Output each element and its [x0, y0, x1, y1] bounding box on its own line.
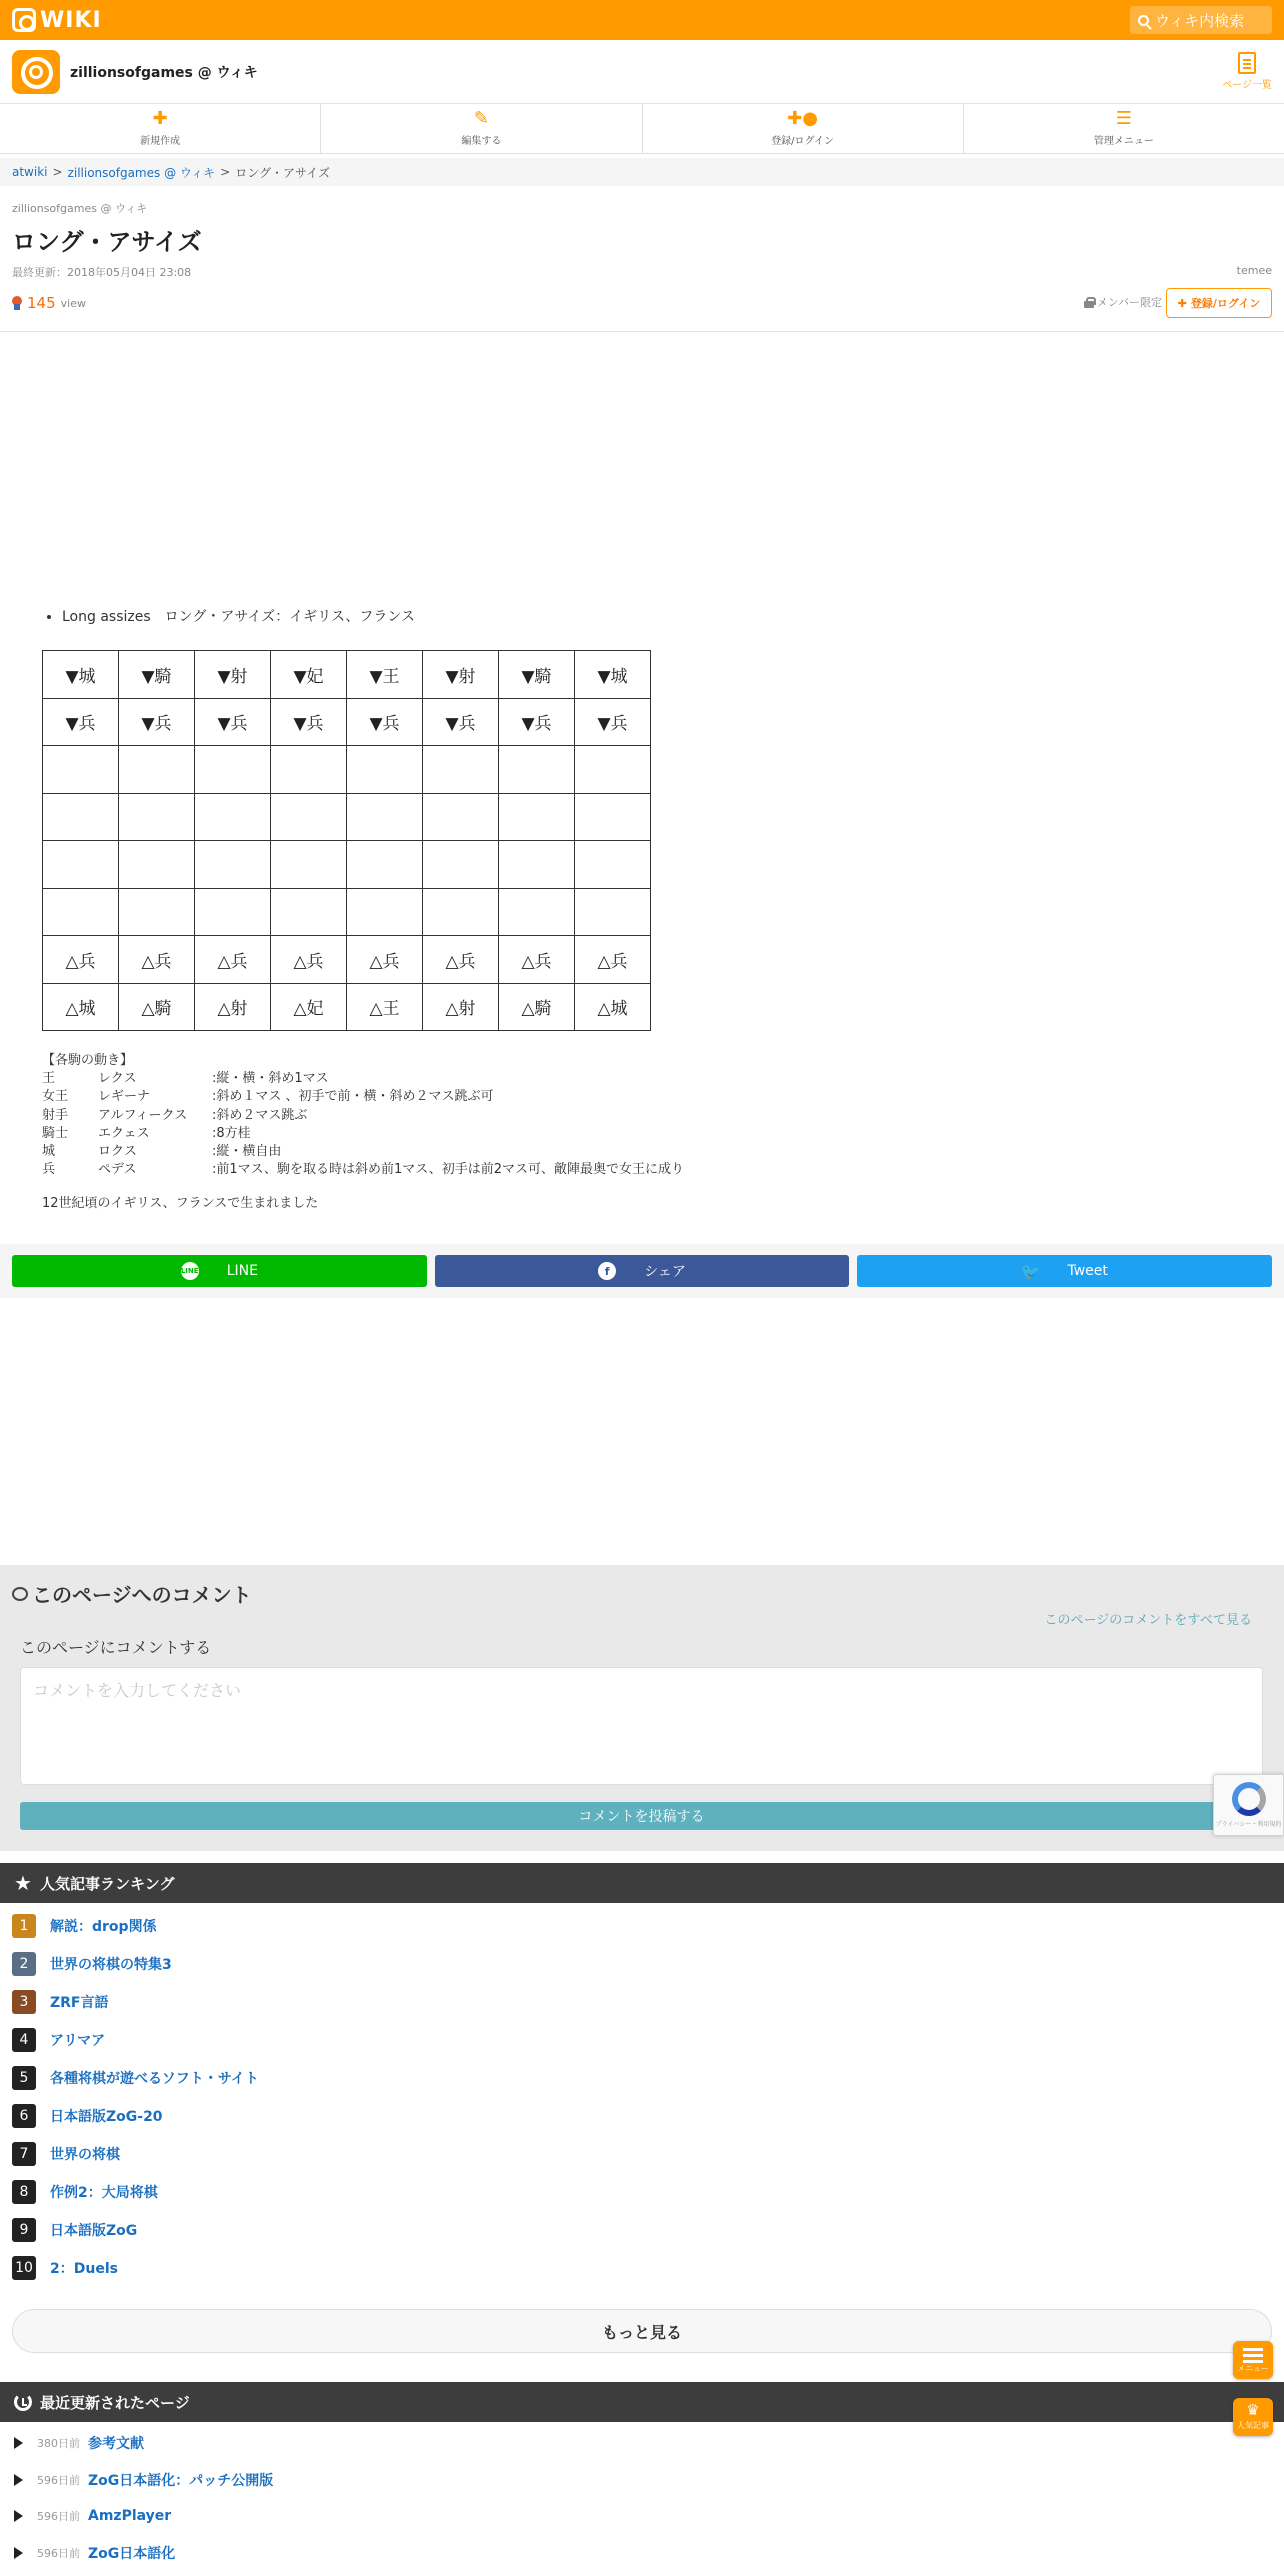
board-cell: ▼城: [43, 651, 119, 699]
board-cell: [575, 746, 651, 794]
ranking-link[interactable]: 2：Duels: [50, 2261, 118, 2277]
board-cell: [423, 841, 499, 889]
floating-ranking-label: 人気記事: [1237, 2421, 1269, 2430]
last-updated: 最終更新：2018年05月04日 23:08: [12, 266, 192, 279]
board-row: [43, 888, 651, 936]
piece-moves: [42, 1052, 684, 1179]
board-cell: [423, 746, 499, 794]
twitter-icon: 🐦: [1020, 1261, 1041, 1281]
member-only-label: メンバー限定: [1096, 296, 1162, 309]
ranking-item[interactable]: [12, 2059, 1272, 2097]
site-header: [0, 40, 1284, 104]
at-logo-icon: [12, 8, 36, 32]
top-bar: [0, 0, 1284, 40]
document-icon: [1238, 52, 1256, 74]
board-cell: ▼兵: [271, 698, 347, 746]
ranking-item[interactable]: [12, 2211, 1272, 2249]
board-cell: ▼兵: [347, 698, 423, 746]
ranking-item[interactable]: [12, 1983, 1272, 2021]
recent-item[interactable]: [14, 2498, 1274, 2535]
nav-label: 新規作成: [140, 136, 181, 147]
ranking-link[interactable]: アリマア: [50, 2033, 106, 2049]
ranking-title: 人気記事ランキング: [39, 1874, 175, 1893]
board-cell: ▼兵: [499, 698, 575, 746]
board-cell: △兵: [423, 936, 499, 984]
nav-label: 編集する: [461, 136, 502, 147]
piece-latin-name: レクス: [98, 1071, 137, 1087]
view-count: [12, 294, 86, 312]
breadcrumb-current: ロング・アサイズ: [235, 165, 331, 180]
board-cell: △妃: [271, 983, 347, 1031]
page-site-label: zillionsofgames @ ウィキ: [12, 202, 148, 215]
pencil-icon: ✎: [473, 108, 489, 129]
board-cell: [195, 888, 271, 936]
rank-badge: 10: [12, 2256, 36, 2280]
floating-ranking-button[interactable]: [1233, 2398, 1273, 2436]
board-cell: ▼兵: [43, 698, 119, 746]
author-name[interactable]: temee: [1236, 264, 1272, 277]
login-button-label: 登録/ログイン: [1190, 297, 1261, 310]
ranking-item[interactable]: [12, 2249, 1272, 2287]
piece-name: 王: [42, 1071, 56, 1087]
comments-section: [0, 1565, 1284, 1851]
board-cell: △騎: [499, 983, 575, 1031]
piece-name: 女王: [42, 1089, 69, 1105]
piece-move-row: [42, 1161, 684, 1179]
breadcrumb-separator: >: [52, 165, 63, 179]
facebook-share-button[interactable]: [435, 1255, 850, 1287]
board-row: [43, 793, 651, 841]
brand-label: WIKI: [40, 7, 102, 33]
piece-name: 兵: [42, 1162, 56, 1178]
breadcrumb-root[interactable]: atwiki: [12, 165, 48, 179]
recent-title: 最近更新されたページ: [40, 2393, 190, 2412]
board-cell: [499, 888, 575, 936]
board-cell: [195, 793, 271, 841]
recent-days-ago: 380日前: [37, 2437, 80, 2451]
board-row: [43, 651, 651, 699]
nav-label: 登録/ログイン: [771, 136, 835, 147]
board-cell: △射: [423, 983, 499, 1031]
lock-icon: [1084, 297, 1094, 308]
page-list-button[interactable]: [1222, 52, 1272, 91]
board-cell: ▼兵: [195, 698, 271, 746]
board-cell: △兵: [271, 936, 347, 984]
add-user-icon: ✚●: [787, 108, 819, 129]
login-button[interactable]: [1166, 288, 1272, 318]
board-cell: [43, 841, 119, 889]
ranking-link[interactable]: 各種将棋が遊べるソフト・サイト: [50, 2071, 259, 2087]
board-cell: △兵: [347, 936, 423, 984]
piece-move: :縦・横自由: [212, 1144, 282, 1160]
board-cell: ▼兵: [575, 698, 651, 746]
action-nav: [0, 104, 1284, 154]
comment-input[interactable]: [20, 1667, 1263, 1785]
breadcrumb-separator: >: [220, 165, 231, 179]
board-cell: △兵: [195, 936, 271, 984]
piece-name: 騎士: [42, 1125, 69, 1141]
list-item: • Long assizes ロング・アサイズ：イギリス、フランス: [62, 606, 415, 626]
board-cell: [43, 888, 119, 936]
ranking-header: [0, 1863, 1284, 1903]
piece-move-row: [42, 1107, 684, 1125]
board-cell: [423, 888, 499, 936]
view-count-value: 145: [27, 294, 56, 312]
recaptcha-label: プライバシー・利用規約: [1215, 1821, 1282, 1828]
ranking-link[interactable]: 世界の将棋: [50, 2147, 120, 2163]
hamburger-icon: [1243, 2354, 1263, 2357]
piece-move: :8方桂: [212, 1125, 251, 1141]
recent-days-ago: 596日前: [37, 2510, 80, 2524]
piece-move: :縦・横・斜め1マス: [212, 1071, 329, 1087]
rules-heading: 【各駒の動き】: [42, 1053, 134, 1068]
ranking-link[interactable]: 作例2：大局将棋: [50, 2185, 158, 2201]
board-cell: △城: [575, 983, 651, 1031]
board-cell: [271, 888, 347, 936]
recent-link[interactable]: AmzPlayer: [88, 2508, 172, 2525]
board-cell: [195, 746, 271, 794]
site-title[interactable]: zillionsofgames @ ウィキ: [70, 64, 258, 81]
crown-icon: ♛: [1246, 2401, 1260, 2419]
view-all-comments-link[interactable]: このページのコメントをすべて見る: [1044, 1613, 1252, 1628]
board-cell: △騎: [119, 983, 195, 1031]
board-cell: [499, 793, 575, 841]
comments-title-text: このページへのコメント: [32, 1583, 252, 1607]
board-cell: [347, 793, 423, 841]
recent-item[interactable]: [14, 2535, 1274, 2568]
line-icon: LINE: [181, 1262, 199, 1280]
board-cell: [271, 793, 347, 841]
board-cell: [119, 841, 195, 889]
ranking-item[interactable]: [12, 2173, 1272, 2211]
piece-latin-name: レギーナ: [98, 1089, 151, 1105]
ranking-link[interactable]: 解説：drop関係: [50, 1919, 157, 1935]
triangle-right-icon: [14, 2474, 23, 2486]
recent-header: [0, 2382, 1284, 2422]
piece-latin-name: ロクス: [98, 1144, 137, 1160]
ranking-link[interactable]: ZRF言語: [50, 1995, 109, 2011]
board-cell: ▼騎: [119, 651, 195, 699]
board-row: [43, 983, 651, 1031]
share-bar: [0, 1244, 1284, 1298]
board-cell: △兵: [575, 936, 651, 984]
medal-icon: [12, 296, 22, 310]
rank-badge: 4: [12, 2028, 36, 2052]
nav-new-page[interactable]: [0, 104, 321, 153]
search-input[interactable]: [1130, 6, 1272, 34]
more-button[interactable]: もっと見る: [12, 2309, 1272, 2353]
board-cell: ▼兵: [423, 698, 499, 746]
board-cell: △王: [347, 983, 423, 1031]
rank-badge: 1: [12, 1914, 36, 1938]
nav-admin-menu[interactable]: [964, 104, 1284, 153]
board-cell: [423, 793, 499, 841]
board-cell: ▼射: [195, 651, 271, 699]
board-cell: △射: [195, 983, 271, 1031]
recent-item[interactable]: [14, 2425, 1274, 2462]
board-cell: △兵: [499, 936, 575, 984]
board-row: [43, 841, 651, 889]
recent-item[interactable]: [14, 2462, 1274, 2499]
board-row: [43, 936, 651, 984]
board-cell: ▼兵: [119, 698, 195, 746]
ranking-link[interactable]: 日本語版ZoG: [50, 2223, 138, 2239]
atwiki-logo[interactable]: [12, 8, 102, 33]
floating-menu-label: メニュー: [1237, 2363, 1269, 2373]
board-cell: △城: [43, 983, 119, 1031]
view-count-label: view: [60, 296, 86, 310]
board-cell: [575, 793, 651, 841]
triangle-right-icon: [14, 2437, 23, 2449]
board-cell: ▼王: [347, 651, 423, 699]
board-cell: △兵: [43, 936, 119, 984]
search-icon: [1138, 15, 1149, 26]
page-header: [0, 190, 1284, 332]
recaptcha-badge[interactable]: [1213, 1774, 1284, 1836]
member-only-badge: [1084, 294, 1162, 310]
facebook-icon: f: [598, 1262, 616, 1280]
recaptcha-icon: [1232, 1782, 1266, 1816]
board-cell: [119, 793, 195, 841]
line-share-button[interactable]: [12, 1255, 427, 1287]
piece-move: :前1マス、駒を取る時は斜め前1マス、初手は前2マス可、敵陣最奥で女王に成り: [212, 1162, 684, 1178]
recent-days-ago: 596日前: [37, 2473, 80, 2487]
ranking-link[interactable]: 世界の将棋の特集3: [50, 1957, 172, 1973]
piece-latin-name: ペデス: [98, 1162, 137, 1178]
rank-badge: 5: [12, 2066, 36, 2090]
nav-edit[interactable]: [321, 104, 642, 153]
ranking-item[interactable]: [12, 2135, 1272, 2173]
board-cell: ▼騎: [499, 651, 575, 699]
board-cell: [195, 841, 271, 889]
post-comment-button[interactable]: コメントを投稿する: [20, 1802, 1263, 1830]
board-cell: [499, 746, 575, 794]
piece-move: :斜め２マス跳ぶ: [212, 1107, 308, 1123]
recent-days-ago: 596日前: [37, 2546, 80, 2560]
board-cell: ▼城: [575, 651, 651, 699]
breadcrumb: [0, 158, 1284, 186]
rank-badge: 7: [12, 2142, 36, 2166]
recent-link[interactable]: 参考文献: [88, 2436, 144, 2453]
ranking-list: [12, 1907, 1272, 2287]
rank-badge: 6: [12, 2104, 36, 2128]
ranking-item[interactable]: [12, 2097, 1272, 2135]
rank-badge: 9: [12, 2218, 36, 2242]
piece-latin-name: アルフィークス: [98, 1107, 188, 1123]
article-footnote: 12世紀頃のイギリス、フランスで生まれました: [42, 1196, 319, 1211]
piece-name: 射手: [42, 1107, 69, 1123]
board-cell: [347, 746, 423, 794]
nav-login[interactable]: [643, 104, 964, 153]
recent-link[interactable]: ZoG日本語化：パッチ公開版: [88, 2472, 274, 2489]
nav-label: 管理メニュー: [1093, 136, 1154, 147]
floating-menu-button[interactable]: [1233, 2341, 1273, 2379]
twitter-share-button[interactable]: [857, 1255, 1272, 1287]
board-cell: [43, 746, 119, 794]
piece-move-row: [42, 1143, 684, 1161]
facebook-share-label: シェア: [644, 1264, 686, 1280]
board-cell: [43, 793, 119, 841]
add-user-icon: ✚: [1177, 296, 1187, 310]
piece-move-row: [42, 1070, 684, 1088]
board-row: [43, 746, 651, 794]
line-share-label: LINE: [226, 1263, 258, 1279]
star-icon: ★: [14, 1871, 32, 1895]
triangle-right-icon: [14, 2547, 23, 2559]
board-cell: [347, 841, 423, 889]
comment-form-label: このページにコメントする: [20, 1638, 212, 1657]
twitter-share-label: Tweet: [1067, 1263, 1108, 1279]
rank-badge: 8: [12, 2180, 36, 2204]
board-cell: [575, 888, 651, 936]
comments-title: [12, 1579, 252, 1608]
piece-move-row: [42, 1088, 684, 1106]
article-bullets: [42, 606, 415, 626]
board-cell: △兵: [119, 936, 195, 984]
board-cell: [271, 746, 347, 794]
piece-move-row: [42, 1125, 684, 1143]
page-list-label: ページ一覧: [1222, 80, 1272, 91]
ranking-item[interactable]: [12, 1907, 1272, 1945]
page-title: ロング・アサイズ: [12, 228, 202, 256]
rank-badge: 2: [12, 1952, 36, 1976]
triangle-right-icon: [14, 2510, 23, 2522]
board-row: [43, 698, 651, 746]
board-cell: ▼妃: [271, 651, 347, 699]
board-cell: [347, 888, 423, 936]
settings-list-icon: ☰: [1115, 108, 1132, 129]
rank-badge: 3: [12, 1990, 36, 2014]
recent-link[interactable]: ZoG日本語化: [88, 2545, 176, 2562]
board-cell: [119, 888, 195, 936]
piece-move: :斜め１マス 、初手で前・横・斜め２マス跳ぶ可: [212, 1089, 494, 1105]
board-cell: [119, 746, 195, 794]
board-cell: ▼射: [423, 651, 499, 699]
plus-icon: ✚: [152, 108, 168, 129]
comment-bubble-icon: [12, 1587, 28, 1601]
board-cell: [499, 841, 575, 889]
breadcrumb-site[interactable]: zillionsofgames @ ウィキ: [67, 165, 216, 180]
board-cell: [271, 841, 347, 889]
piece-latin-name: エクェス: [98, 1125, 150, 1141]
ranking-link[interactable]: 日本語版ZoG-20: [50, 2109, 163, 2125]
piece-name: 城: [42, 1144, 56, 1160]
board-cell: [575, 841, 651, 889]
game-board: [42, 650, 651, 1031]
history-icon: [14, 2393, 32, 2411]
recent-list: [14, 2425, 1274, 2568]
ranking-item[interactable]: [12, 2021, 1272, 2059]
search-placeholder: ウィキ内検索: [1155, 11, 1245, 30]
site-logo-icon[interactable]: [12, 50, 60, 94]
ranking-item[interactable]: [12, 1945, 1272, 1983]
